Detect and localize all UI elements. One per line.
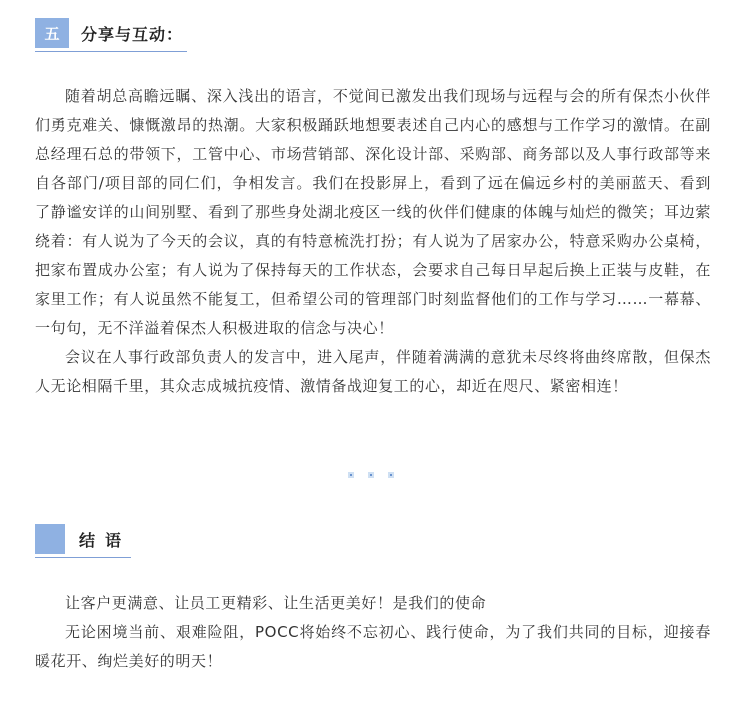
share-paragraph-1: 随着胡总高瞻远瞩、深入浅出的语言，不觉间已激发出我们现场与远程与会的所有保杰小伙伴们勇克难关、慷慨激昂的热潮。大家积极踊跃地想要表述自己内心的感想与工作学习的激情。在副总经理石总的带领下，工管中心、市场营销部、深化设计部、采购部、商务部以及人事行政部等来自各部门/项目部的同仁们，争相发言。我们在投影屏上，看到了远在偏远乡村的美丽蓝天、看到了静谧安详的山间别墅、看到了那些身处湖北疫区一线的伙伴们健康的体魄与灿烂的微笑；耳边萦绕着：有人说为了今天的会议，真的有特意梳洗打扮；有人说为了居家办公，特意采购办公桌椅，把家布置成办公室；有人说为了保持每天的工作状态，会要求自己每日早起后换上正装与皮鞋，在家里工作；有人说虽然不能复工，但希望公司的管理部门时刻监督他们的工作与学习……一幕幕、一句句，无不洋溢着保杰人积极进取的信念与决心！: [35, 87, 711, 337]
divider-dot: [368, 472, 374, 478]
divider-dot: [348, 472, 354, 478]
section-divider: [348, 472, 394, 478]
conclusion-paragraph-2: 无论困境当前、艰难险阻，POCC将始终不忘初心、践行使命，为了我们共同的目标，迎接春暖花开、绚烂美好的明天！: [35, 623, 711, 670]
conclusion-paragraph-1: 让客户更满意、让员工更精彩、让生活更美好！是我们的使命: [65, 594, 487, 612]
conclusion-title: 结语: [79, 530, 132, 550]
section-number-badge: 五: [35, 18, 69, 48]
divider-dot: [388, 472, 394, 478]
section-title: 分享与互动：: [81, 24, 184, 44]
share-body: [35, 82, 711, 401]
share-paragraph-2: 会议在人事行政部负责人的发言中，进入尾声，伴随着满满的意犹未尽终将曲终席散，但保杰人无论相隔千里，其众志成城抗疫情、激情备战迎复工的心，却近在咫尺、紧密相连！: [35, 348, 711, 395]
conclusion-body: [35, 589, 711, 676]
section-header-share: [35, 18, 187, 52]
section-marker-block: [35, 524, 65, 554]
section-header-conclusion: [35, 524, 131, 558]
